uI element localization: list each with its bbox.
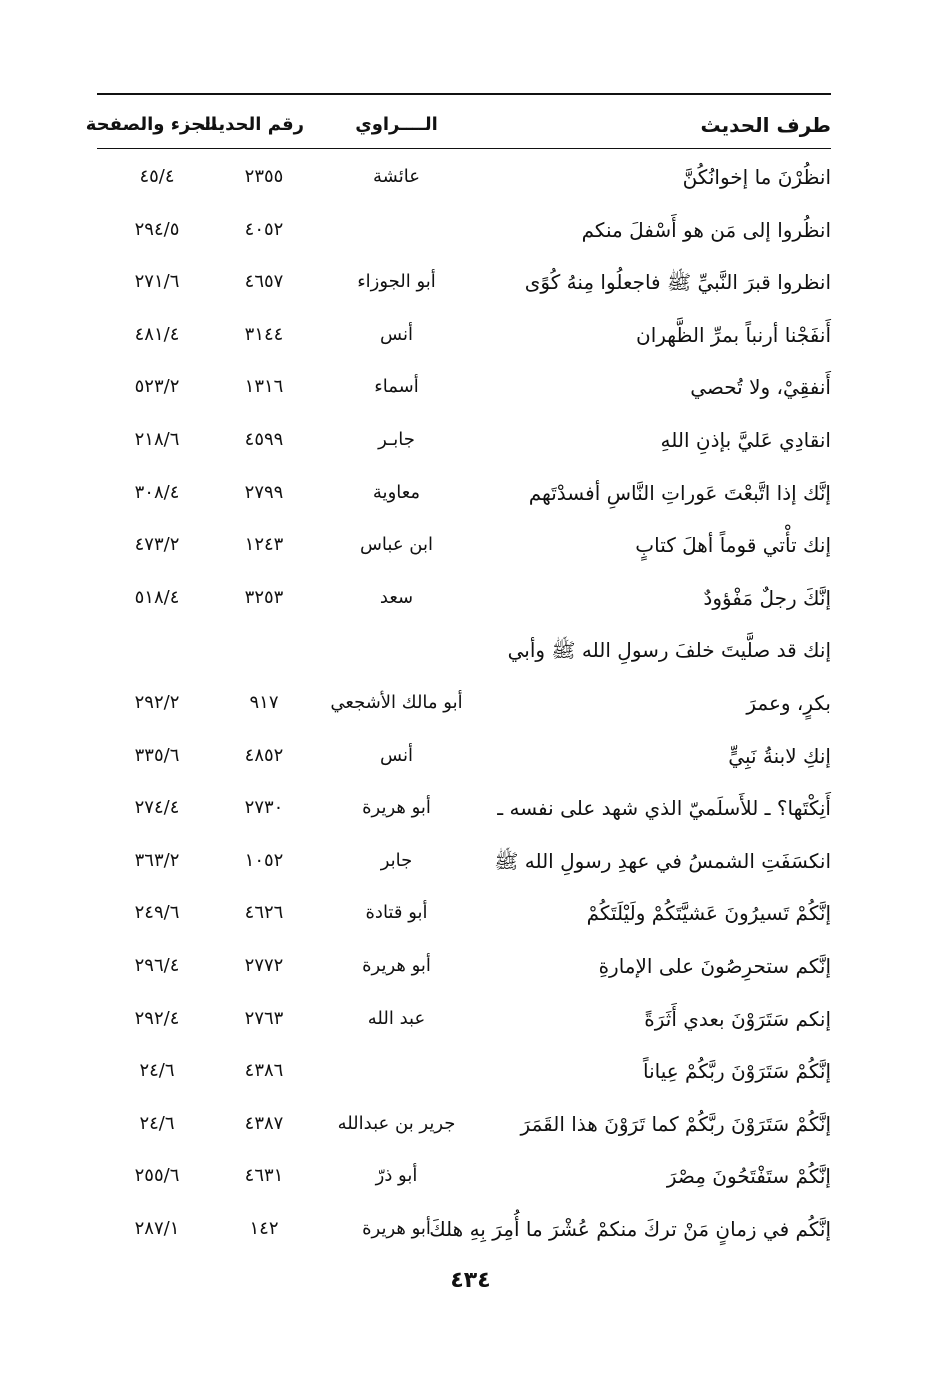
volume-page: ٥١٨/٤ [134, 587, 180, 608]
narrator: ابن عباس [359, 534, 434, 555]
volume-page: ٤٨١/٤ [134, 324, 180, 345]
hadith-number: ٤٦٥٧ [244, 271, 284, 292]
table-row [97, 891, 831, 935]
volume-page: ٢٩٦/٤ [134, 955, 180, 976]
hadith-text: إنَّك إذا اتَّبعْتَ عَوراتِ النَّاسِ أفسدْتَهم [528, 481, 831, 505]
volume-page: ٢٧٤/٤ [134, 797, 180, 818]
narrator: جابـر [378, 429, 415, 450]
volume-page: ٣٣٥/٦ [134, 745, 180, 766]
hadith-number: ١٢٤٣ [244, 534, 284, 555]
hadith-number: ٣٢٥٣ [244, 587, 284, 608]
volume-page: ٢٩٢/٤ [134, 1008, 180, 1029]
hadith-text: انظُروا إلى مَن هو أَسْفلَ منكم [581, 218, 831, 242]
volume-page: ٥٢٣/٢ [134, 376, 180, 397]
header-volume-page: الجزء والصفحة [85, 114, 217, 135]
hadith-number: ٤٨٥٢ [244, 745, 284, 766]
top-rule [97, 93, 831, 95]
hadith-text: بكرٍ، وعمرَ [746, 691, 831, 715]
hadith-text: إنَّكُم في زمانٍ مَنْ تركَ منكمْ عُشْرَ ما أُمِرَ بِهِ هلكَ [429, 1217, 831, 1241]
hadith-number: ٢٧٧٢ [244, 955, 284, 976]
table-row [97, 313, 831, 357]
hadith-number: ١٣١٦ [244, 376, 284, 397]
hadith-number: ٤٣٨٧ [244, 1113, 284, 1134]
hadith-number [224, 628, 304, 672]
table-row [97, 786, 831, 830]
narrator: أنس [380, 324, 413, 345]
hadith-text: إنَّكم ستحرِصُونَ على الإمارةِ [598, 954, 831, 978]
volume-page: ٤٥/٤ [139, 166, 175, 187]
narrator: أبو قتادة [365, 902, 428, 923]
table-row [97, 365, 831, 409]
hadith-number: ٢٧٦٣ [244, 1008, 284, 1029]
hadith-number: ٢٧٣٠ [244, 797, 284, 818]
table-row [97, 155, 831, 199]
header-hadith-text: طرف الحديث [700, 113, 831, 137]
volume-page: ٢٤/٦ [139, 1113, 175, 1134]
narrator [319, 208, 474, 252]
hadith-number: ٤٦٢٦ [244, 902, 284, 923]
table-row [97, 997, 831, 1041]
volume-page: ٢٤/٦ [139, 1060, 175, 1081]
volume-page: ٢٨٧/١ [134, 1218, 180, 1239]
header-narrator: الــــراوي [355, 114, 438, 135]
narrator: أبو هريرة [362, 797, 431, 818]
narrator: أبو مالك الأشجعي [330, 692, 463, 713]
hadith-text: انظُرْنَ ما إخوانُكُنَّ [682, 165, 831, 189]
hadith-text: إنك تأْتي قوماً أهلَ كتابٍ [635, 533, 831, 557]
hadith-number: ١٤٢ [249, 1218, 279, 1239]
hadith-text: إنك قد صلَّيتَ خلفَ رسولِ الله ﷺ وأبي [507, 638, 831, 662]
table-row [97, 734, 831, 778]
hadith-number: ٤٠٥٢ [244, 219, 284, 240]
table-header [85, 103, 831, 147]
hadith-text: إنَّكَ رجلٌ مَفْؤودٌ [703, 586, 831, 610]
table-row [97, 471, 831, 515]
volume-page: ٣٠٨/٤ [134, 482, 180, 503]
narrator [319, 628, 474, 672]
volume-page: ٢٤٩/٦ [134, 902, 180, 923]
hadith-text: إنَّكُمْ ستَفْتَحُونَ مِصْرَ [666, 1164, 831, 1188]
volume-page: ٢٩٢/٢ [134, 692, 180, 713]
hadith-text: انظروا قبرَ النَّبيِّ ﷺ فاجعلُوا مِنهُ كُوًى [524, 270, 831, 294]
narrator: معاوية [372, 482, 421, 503]
hadith-number: ٢٧٩٩ [244, 482, 284, 503]
table-row [97, 523, 831, 567]
narrator: عائشة [373, 166, 420, 187]
narrator: جابر [380, 850, 413, 871]
hadith-text: انكسَفَتِ الشمسُ في عهدِ رسولِ الله ﷺ [494, 849, 831, 873]
table-row [97, 944, 831, 988]
table-row [97, 839, 831, 883]
hadith-text: أَنفَجْنا أرنباً بمرِّ الظَّهران [636, 323, 831, 347]
narrator: سعد [379, 587, 414, 608]
volume-page: ٤٧٣/٢ [134, 534, 180, 555]
table-row [97, 576, 831, 620]
table-row [97, 208, 831, 252]
hadith-number: ١٠٥٢ [244, 850, 284, 871]
hadith-number: ٣١٤٤ [244, 324, 284, 345]
volume-page: ٢١٨/٦ [134, 429, 180, 450]
hadith-text: أَنفقِيْ، ولا تُحصي [690, 375, 831, 399]
table-row [97, 681, 831, 725]
table-row [97, 1207, 831, 1251]
hadith-number: ٤٥٩٩ [244, 429, 284, 450]
header-hadith-number: رقم الحديث [199, 114, 304, 135]
hadith-text: إنكم سَتَرَوْنَ بعدي أَثَرَةً [644, 1007, 831, 1031]
hadith-text: إنَّكُمْ سَتَرَوْنَ ربَّكُمْ عِياناً [642, 1059, 831, 1083]
table-row [97, 628, 831, 672]
hadith-text: أَنِكْتَها؟ ـ للأَسلَميّ الذي شهد على نفسه ـ [497, 796, 831, 820]
hadith-text: إنكِ لابنةُ نَبِيٍّ [728, 744, 831, 768]
hadith-number: ٢٣٥٥ [244, 166, 284, 187]
hadith-text: إنَّكُمْ سَتَرَوْنَ ربَّكُمْ كما تَرَوْنَ هذا القَمَرَ [520, 1112, 831, 1136]
table-row [97, 1154, 831, 1198]
page-number: ٤٣٤ [450, 1268, 491, 1293]
hadith-text: إنَّكُمْ تَسيرُونَ عَشيَّتَكُمْ ولَيْلَتَكُمْ [586, 901, 831, 925]
hadith-number: ٩١٧ [249, 692, 279, 713]
narrator: عبد الله [367, 1008, 426, 1029]
hadith-text: انقادِي عَليَّ بإذنِ اللهِ [660, 428, 831, 452]
table-row [97, 260, 831, 304]
volume-page: ٢٩٤/٥ [134, 219, 180, 240]
hadith-number: ٤٣٨٦ [244, 1060, 284, 1081]
volume-page: ٢٥٥/٦ [134, 1165, 180, 1186]
narrator: أسماء [374, 376, 419, 397]
table-row [97, 1049, 831, 1093]
narrator: أبو ذرّ [375, 1165, 418, 1186]
table-row [97, 1102, 831, 1146]
narrator [319, 1049, 474, 1093]
narrator: أبو الجوزاء [357, 271, 436, 292]
narrator: أبو هريرة [362, 955, 431, 976]
hadith-number: ٤٦٣١ [244, 1165, 284, 1186]
volume-page: ٢٧١/٦ [134, 271, 180, 292]
narrator: جرير بن عبدالله [337, 1113, 456, 1134]
narrator: أنس [380, 745, 413, 766]
narrator: أبو هريرة [362, 1218, 431, 1239]
table-row [97, 418, 831, 462]
volume-page [97, 628, 217, 672]
header-rule [97, 148, 831, 149]
volume-page: ٣٦٣/٢ [134, 850, 180, 871]
